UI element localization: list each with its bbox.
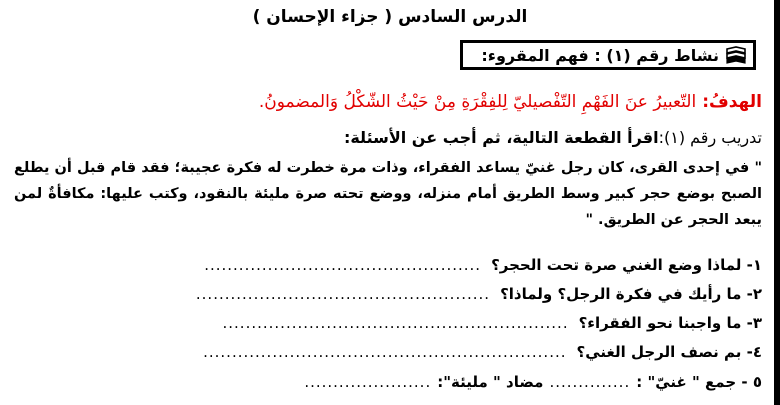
goal-label: الهدفُ: [702,92,762,112]
answer-blank[interactable]: ...................... [304,372,432,391]
question-2 [150,279,762,308]
books-icon [725,45,747,65]
activity-header-box [460,40,756,70]
question-text: ١- لماذا وضع الغني صرة تحت الحجر؟ [491,255,762,274]
drill-line [20,126,762,150]
reading-passage: " في إحدى القرى، كان رجل غنيّ يساعد الفقراء، وذات مرة خطرت له فكرة عجيبة؛ فقد قام قبل أن يطلع الصبح بوضع حجر كبير وسط الطريق أمام منزله، ووضع تحته صرة مليئة بالنقود، وكتب عليها: مكافأةٌ لمن يبعد الحجر عن الطريق. " [14,160,762,228]
question-text: ٣- ما واجبنا نحو الفقراء؟ [578,313,762,332]
question-4 [150,337,762,366]
answer-blank[interactable]: ................................................ [204,255,482,274]
question-5 [60,367,762,396]
page-border-line [774,0,780,405]
question-5-prefix: ٥ - جمع " غنيّ" : [636,372,762,391]
goal-line [20,90,762,114]
lesson-title: الدرس السادس ( جزاء الإحسان ) [252,7,528,27]
answer-blank[interactable]: ................................................... [195,284,491,303]
question-text: ٤- بم نصف الرجل الغني؟ [576,342,762,361]
question-5-middle: مضاد " مليئة": [437,372,544,391]
activity-title: نشاط رقم (١) : فهم المقروء: [481,45,719,65]
question-text: ٢- ما رأيك في فكرة الرجل؟ ولماذا؟ [500,284,762,303]
goal-text: التّعبيرُ عنَ الفَهْمِ التّفْصيليّ لِلفِقْرَةِ مِنْ حَيْثُ الشّكْلُ وَالمضمونُ. [258,92,697,112]
answer-blank[interactable]: ............................................................... [203,342,567,361]
drill-instruction: اقرأ القطعة التالية، ثم أجب عن الأسئلة: [343,128,659,147]
question-1 [150,250,762,279]
questions-list [150,250,762,366]
question-3 [150,308,762,337]
answer-blank[interactable]: .............. [549,372,631,391]
drill-label: تدريب رقم (١): [658,128,762,147]
answer-blank[interactable]: ............................................................ [222,313,569,332]
